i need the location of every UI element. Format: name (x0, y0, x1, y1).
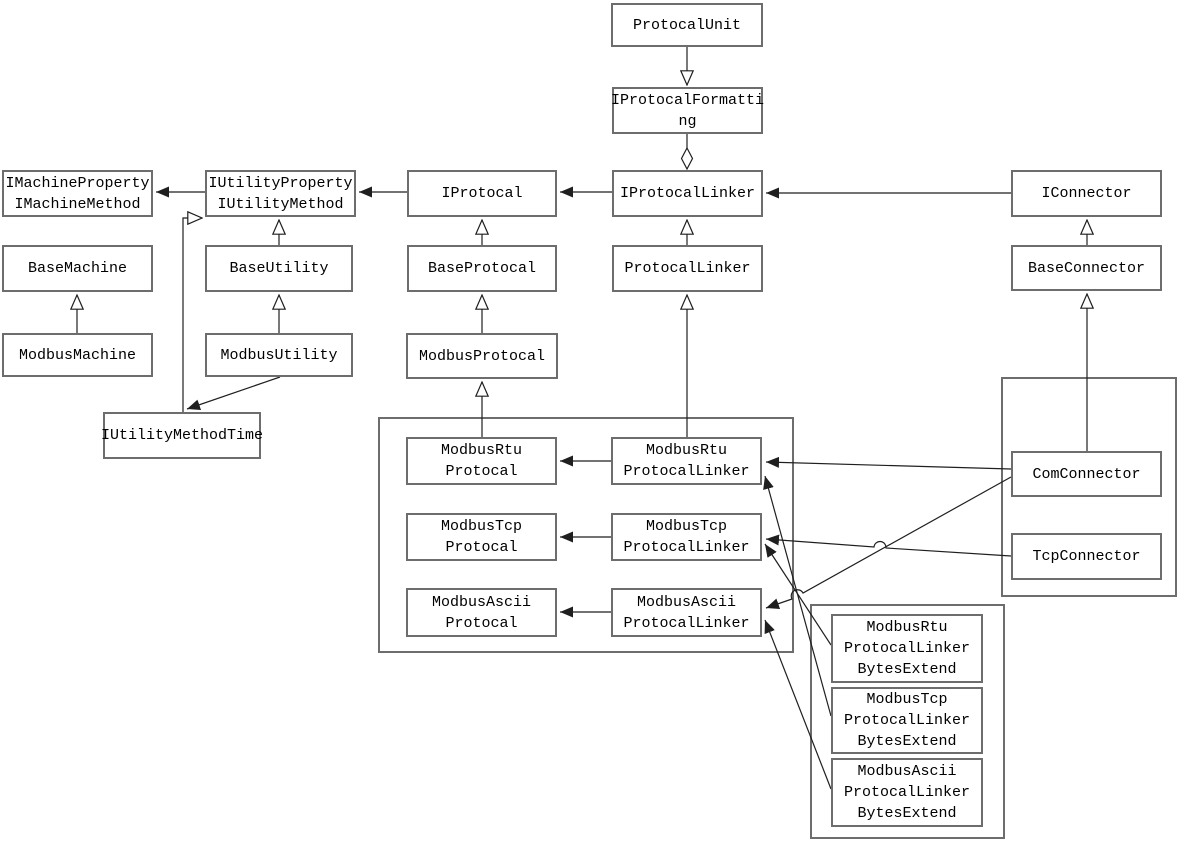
class-label-line: IMachineProperty (5, 174, 150, 192)
class-label-line: ModbusMachine (18, 346, 137, 364)
class-box-modbus-machine (2, 333, 153, 377)
class-label-line: BaseProtocal (427, 260, 537, 277)
class-label-line: ProtocalLinker (623, 539, 750, 556)
edge-realization-iutility-method-time-to-iutility-property (183, 218, 202, 412)
class-box-modbus-tcp-protocal-linker (611, 513, 762, 561)
class-label-line: BaseMachine (27, 260, 128, 277)
class-box-tcp-connector (1011, 533, 1162, 580)
class-label-line: ModbusTcp (866, 691, 948, 708)
class-box-iutility-property (205, 170, 356, 217)
class-box-modbus-ascii-protocal (406, 588, 557, 637)
class-label-line: ProtocalLinker (624, 260, 751, 277)
class-box-modbus-tcp-pl-bytes-extend (831, 687, 983, 754)
class-box-modbus-rtu-protocal-linker (611, 437, 762, 485)
class-box-iconnector (1011, 170, 1162, 217)
class-box-protocal-unit (611, 3, 763, 47)
class-box-modbus-ascii-pl-bytes-extend (831, 758, 983, 827)
class-label-line: BytesExtend (857, 733, 957, 750)
class-box-iprotocal-linker (612, 170, 763, 217)
class-label-line: IProtocalLinker (619, 185, 756, 202)
class-label-line: ProtocalLinker (623, 463, 750, 480)
class-box-base-connector (1011, 245, 1162, 291)
class-box-base-machine (2, 245, 153, 292)
class-label-line: ModbusUtility (220, 346, 338, 364)
class-label-line: ProtocalLinker (843, 640, 971, 657)
class-label-line: BytesExtend (857, 661, 957, 678)
class-label-line: TcpConnector (1032, 548, 1141, 565)
class-label-line: Protocal (445, 463, 518, 480)
class-label-line: IUtilityMethod (217, 195, 344, 213)
class-label-line: ModbusAscii (636, 593, 737, 611)
class-label-line: ModbusAscii (857, 763, 957, 780)
class-label-line: ModbusRtu (440, 442, 522, 459)
class-box-modbus-rtu-protocal (406, 437, 557, 485)
class-box-modbus-protocal (406, 333, 558, 379)
class-label-line: ProtocalLinker (623, 614, 750, 632)
class-label-line: ComConnector (1032, 465, 1141, 483)
class-label-line: Protocal (445, 539, 518, 556)
class-box-base-utility (205, 245, 353, 292)
class-box-com-connector (1011, 451, 1162, 497)
class-label-line: IProtocal (441, 185, 523, 202)
class-label-line: IConnector (1041, 185, 1132, 202)
edge-association-com-connector-to-modbus-ascii-protocal-linker (766, 477, 1011, 608)
class-label-line: IMachineMethod (14, 195, 141, 213)
class-box-base-protocal (407, 245, 557, 292)
class-label-line: ModbusAscii (431, 593, 532, 611)
class-box-protocal-linker (612, 245, 763, 292)
class-label-line: IProtocalFormatti (610, 91, 765, 109)
edge-association-tcp-connector-to-modbus-tcp-protocal-linker (766, 539, 1011, 556)
class-label-line: ModbusRtu (866, 619, 948, 636)
class-label-line: ProtocalUnit (632, 16, 742, 34)
class-box-modbus-ascii-protocal-linker (611, 588, 762, 637)
class-box-imachine-property (2, 170, 153, 217)
class-label-line: ModbusTcp (440, 518, 522, 535)
class-label-line: BaseUtility (229, 260, 329, 277)
class-label-line: ProtocalLinker (843, 784, 971, 801)
class-box-modbus-rtu-pl-bytes-extend (831, 614, 983, 683)
class-box-modbus-utility (205, 333, 353, 377)
class-label-line: ProtocalLinker (843, 712, 971, 729)
class-label-line: ModbusProtocal (418, 347, 546, 365)
edge-association-modbus-utility-to-iutility-method-time (187, 377, 280, 409)
class-label-line: ModbusTcp (645, 518, 727, 535)
class-label-line: ModbusRtu (645, 442, 727, 459)
class-label-line: BaseConnector (1027, 259, 1146, 277)
class-label-line: IUtilityMethodTime (100, 427, 264, 444)
class-label-line: ng (678, 112, 697, 130)
class-label-line: Protocal (445, 614, 518, 632)
class-box-modbus-tcp-protocal (406, 513, 557, 561)
edge-association-com-connector-to-modbus-rtu-protocal-linker (766, 462, 1011, 469)
class-box-iprotocal-formatting (612, 87, 763, 134)
class-box-iprotocal (407, 170, 557, 217)
class-box-iutility-method-time (100, 412, 264, 459)
class-label-line: BytesExtend (857, 805, 957, 822)
class-label-line: IUtilityProperty (208, 174, 353, 192)
